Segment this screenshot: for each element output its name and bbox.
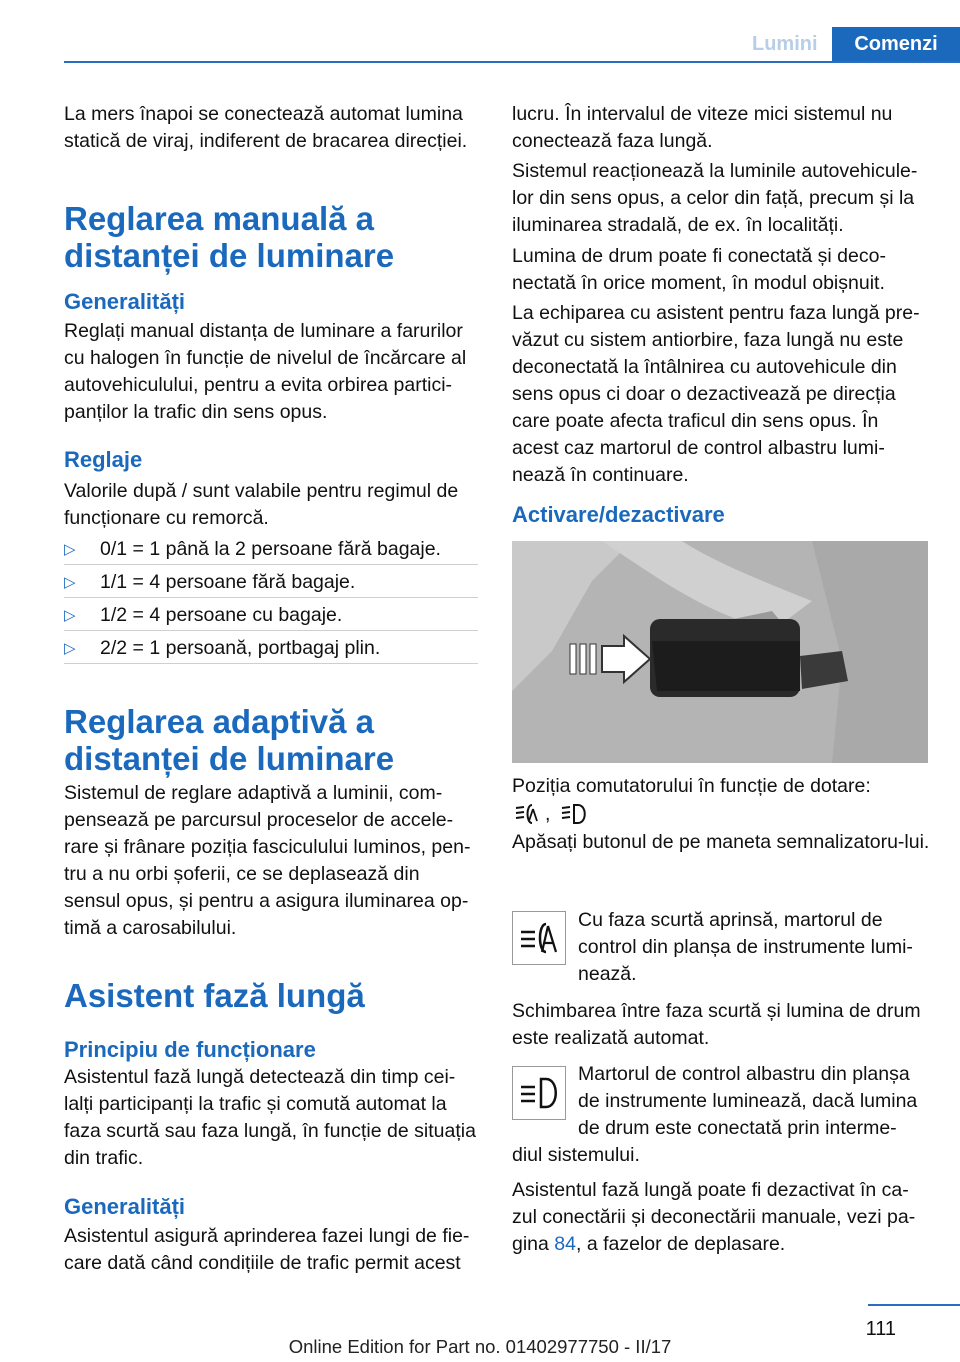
load-bullet-list [64, 536, 478, 668]
bullet-triangle-icon: ▷ [64, 607, 76, 624]
high-beam-auto-icon [514, 801, 540, 832]
intro-paragraph: La mers înapoi se conectează automat lumina statică de viraj, indiferent de bracarea direcției. [64, 103, 468, 152]
list-item: ▷ 2/2 = 1 persoană, portbagaj plin. [64, 635, 478, 668]
heading-high-beam-assistant: Asistent fază lungă [64, 977, 365, 1014]
reglaje-paragraph: Valorile după / sunt valabile pentru regimul de funcționare cu remorcă. [64, 480, 459, 529]
principle-paragraph: Asistentul fază lungă detectează din timp cei-lalți participanți la trafic și comută automat la faza scurtă sau faza lungă, în funcție de situația din trafic. [64, 1066, 476, 1169]
continued-paragraph-1: lucru. În intervalul de viteze mici sistemul nu conectează faza lungă. [512, 103, 893, 152]
indicator-2-paragraph: Martorul de control albastru din planșa de instrumente luminează, dacă lumina de drum este conectată prin interme- [578, 1063, 918, 1139]
header-tabs [736, 27, 960, 61]
press-button-paragraph: Apăsați butonul de pe maneta semnalizatoru-lui. [512, 831, 930, 853]
indicator-1-paragraph: Cu faza scurtă aprinsă, martorul de control din planșa de instrumente lumi-nează. [578, 909, 913, 985]
low-beam-indicator-icon [512, 911, 566, 965]
list-item: ▷ 1/1 = 4 persoane fără bagaje. [64, 569, 478, 602]
heading-general-1: Generalități [64, 289, 186, 314]
page-number: 111 [865, 1318, 896, 1340]
heading-activation: Activare/dezactivare [512, 502, 725, 527]
icon-separator: , [545, 803, 551, 825]
switch-position-paragraph: Poziția comutatorului în funcție de dotare: [512, 775, 871, 797]
edition-footer: Online Edition for Part no. 01402977750 - II/17 [288, 1336, 672, 1357]
turn-signal-lever-photo [512, 541, 928, 763]
heading-manual-adjustment: Reglarea manuală a distanței de luminare [64, 200, 395, 274]
tab-lumini[interactable]: Lumini [752, 33, 818, 55]
tab-comenzi[interactable]: Comenzi [832, 27, 960, 61]
list-item: ▷ 1/2 = 4 persoane cu bagaje. [64, 602, 478, 635]
bullet-triangle-icon: ▷ [64, 574, 76, 591]
list-item: ▷ 0/1 = 1 până la 2 persoane fără bagaje. [64, 536, 478, 569]
switch-icons-row [512, 801, 930, 829]
bullet-triangle-icon: ▷ [64, 640, 76, 657]
general-2-paragraph: Asistentul asigură aprinderea fazei lungi de fie-care dată când condițiile de trafic permit acest [64, 1225, 470, 1274]
continued-paragraph-2: Sistemul reacționează la luminile autovehicule-lor din sens opus, a celor din față, precum și la iluminarea stradală, de ex. în localități. [512, 160, 918, 236]
continued-paragraph-4: La echiparea cu asistent pentru faza lungă pre-văzut cu sistem antiorbire, faza lungă nu este deconectată la întâlnirea cu autovehicule din sens opus ci doar o dezactivează pe direcția care poate afecta traficul din sens opus. În acest caz martorul de control albastru lumi-nează în continuare. [512, 302, 920, 486]
deactivate-paragraph: Asistentul fază lungă poate fi dezactivat în ca-zul conectării și deconectării manuale, vezi pa-gina 84, a fazelor de deplasare. [512, 1179, 916, 1255]
indicator-2-continuation: diul sistemului. [512, 1144, 640, 1166]
general-1-paragraph: Reglați manual distanța de luminare a farurilor cu halogen în funcție de nivelul de încărcare al autovehiculului, pentru a evita orbirea partici-panților la trafic din sens opus. [64, 320, 467, 423]
continued-paragraph-3: Lumina de drum poate fi conectată și deco-nectată în orice moment, în modul obișnuit. [512, 245, 886, 294]
high-beam-indicator-icon [512, 1066, 566, 1120]
bullet-triangle-icon: ▷ [64, 541, 76, 558]
switching-paragraph: Schimbarea între faza scurtă și lumina de drum este realizată automat. [512, 1000, 921, 1049]
heading-general-2: Generalități [64, 1194, 186, 1219]
footer-rule [868, 1304, 960, 1306]
heading-principle: Principiu de funcționare [64, 1037, 316, 1062]
lever-illustration [512, 541, 928, 763]
heading-adaptive-adjustment: Reglarea adaptivă a distanței de luminare [64, 703, 395, 777]
adaptive-paragraph: Sistemul de reglare adaptivă a luminii, com-pensează pe parcursul proceselor de accele-rare și frânare poziția fasciculului luminos, pen-tru a nu orbi șoferii, ce se deplasează din sensul opus, și pentru a asigura iluminarea op-timă a carosabilului. [64, 782, 471, 939]
page-84-link[interactable]: 84 [554, 1233, 576, 1255]
heading-reglaje: Reglaje [64, 447, 143, 472]
header-rule [64, 61, 960, 63]
high-beam-alt-icon [560, 801, 588, 832]
